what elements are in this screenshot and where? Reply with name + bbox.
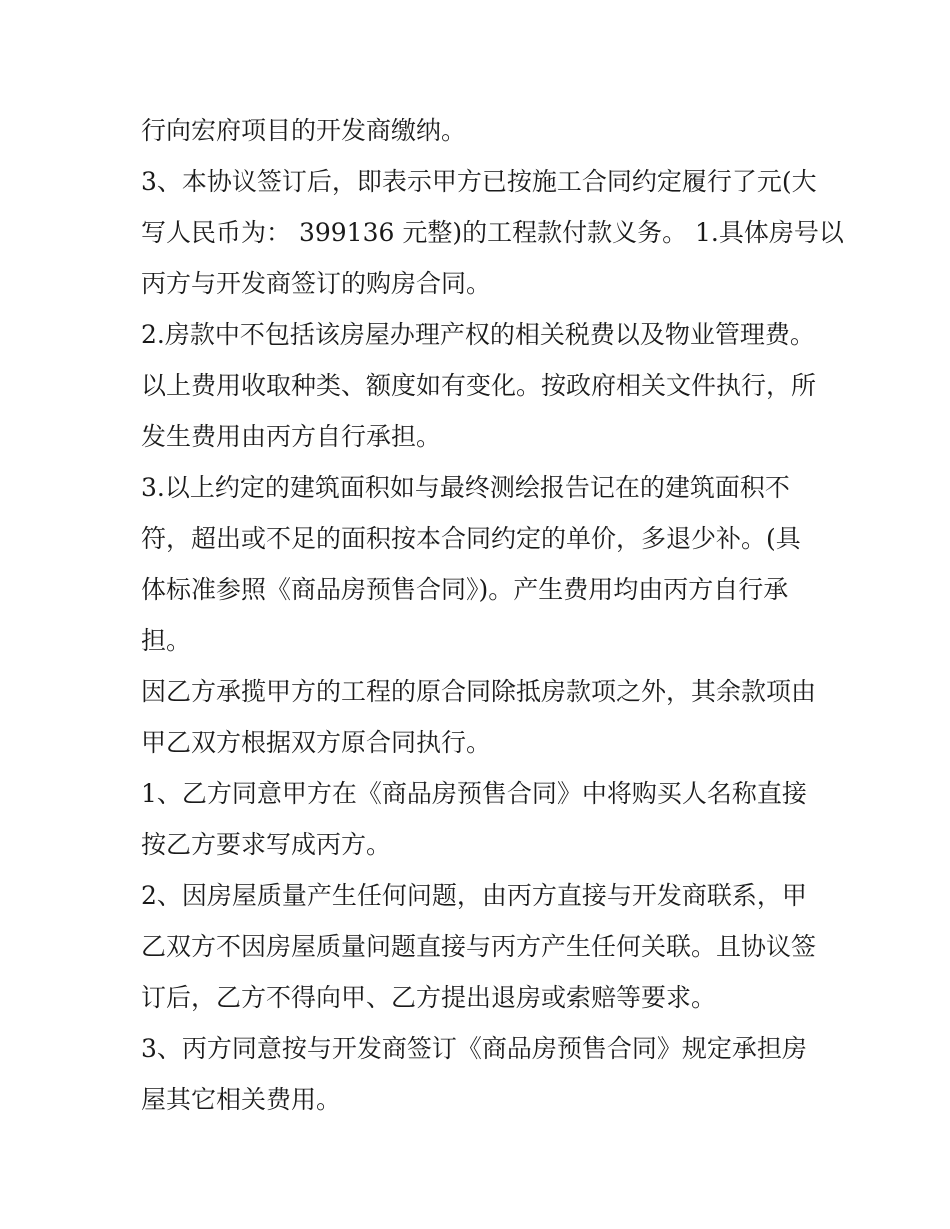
text-line: 3、丙方同意按与开发商签订《商品房预售合同》规定承担房 <box>141 1034 807 1063</box>
text-line: 按乙方要求写成丙方。 <box>141 830 392 859</box>
text-line: 2.房款中不包括该房屋办理产权的相关税费以及物业管理费。 <box>141 320 815 349</box>
text-line: 体标准参照《商品房预售合同》)。产生费用均由丙方自行承 <box>141 575 789 604</box>
text-line: 订后，乙方不得向甲、乙方提出退房或索赔等要求。 <box>141 983 717 1012</box>
text-line: 3.以上约定的建筑面积如与最终测绘报告记在的建筑面积不 <box>141 473 790 502</box>
text-line: 1、乙方同意甲方在《商品房预售合同》中将购买人名称直接 <box>141 779 807 808</box>
text-line: 以上费用收取种类、额度如有变化。按政府相关文件执行，所 <box>141 371 817 400</box>
text-line: 3、本协议签订后，即表示甲方已按施工合同约定履行了元(大 <box>141 167 817 196</box>
text-line: 甲乙双方根据双方原合同执行。 <box>141 728 492 757</box>
text-line: 写人民币为： 399136 元整)的工程款付款义务。 1.具体房号以 <box>141 218 844 247</box>
text-line: 符，超出或不足的面积按本合同约定的单价，多退少补。(具 <box>141 524 801 553</box>
text-line: 乙双方不因房屋质量问题直接与丙方产生任何关联。且协议签 <box>141 932 817 961</box>
text-line: 发生费用由丙方自行承担。 <box>141 422 442 451</box>
text-line: 担。 <box>141 626 192 655</box>
document-body <box>141 105 844 1125</box>
text-line: 因乙方承揽甲方的工程的原合同除抵房款项之外，其余款项由 <box>141 677 817 706</box>
text-line: 丙方与开发商签订的购房合同。 <box>141 269 492 298</box>
text-line: 行向宏府项目的开发商缴纳。 <box>141 116 467 145</box>
text-line: 屋其它相关费用。 <box>141 1085 342 1114</box>
text-line: 2、因房屋质量产生任何问题，由丙方直接与开发商联系，甲 <box>141 881 807 910</box>
